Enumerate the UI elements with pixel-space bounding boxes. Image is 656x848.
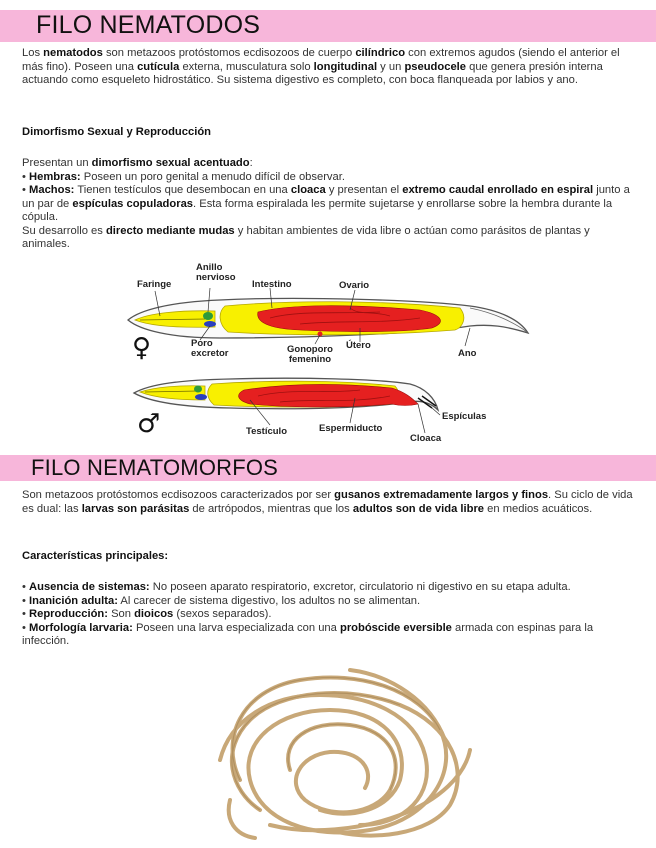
text-run: : xyxy=(249,157,253,169)
text-run: • xyxy=(22,594,30,607)
female-symbol: ♀ xyxy=(132,333,152,363)
bullet-ausencia xyxy=(22,581,637,595)
text-run: y presentan el xyxy=(325,184,403,196)
bold-term: Hembras: xyxy=(29,170,81,183)
text-run: Su desarrollo es xyxy=(22,224,106,237)
caracteristicas-subtitle: Características principales: xyxy=(22,550,169,562)
desarrollo-line xyxy=(22,225,637,252)
bold-term: pseudocele xyxy=(404,60,466,73)
caracteristicas-list xyxy=(22,581,637,649)
bold-term: cutícula xyxy=(137,60,180,73)
text-run: junto a un par de xyxy=(22,184,630,210)
label-cloaca: Cloaca xyxy=(410,433,442,444)
female-worm xyxy=(128,298,528,338)
text-run: No poseen aparato respiratorio, excretor, circulatorio ni digestivo en su etapa adulta. xyxy=(149,581,571,593)
label-testiculo: Testículo xyxy=(246,426,287,437)
text-run: Tienen testículos que desembocan en una xyxy=(74,184,291,196)
bullet-reproduccion xyxy=(22,608,637,622)
bold-term: larvas son parásitas xyxy=(81,502,190,515)
bold-term: nematodos xyxy=(43,47,103,59)
nematomorfos-title: FILO NEMATOMORFOS xyxy=(31,455,279,480)
text-run: • xyxy=(22,621,30,634)
label-faringe: Faringe xyxy=(137,279,172,290)
text-run: • xyxy=(22,170,30,183)
text-run: son metazoos protóstomos ecdisozoos de cuerpo xyxy=(102,47,356,59)
nematodos-intro-paragraph xyxy=(22,47,637,88)
bold-term: adultos son de vida libre xyxy=(352,502,485,515)
label-espermiducto: Espermiducto xyxy=(319,423,383,434)
text-run: externa, musculatura solo xyxy=(179,60,314,73)
testis-red xyxy=(239,384,418,407)
hairworm-image xyxy=(200,660,490,845)
text-run: con extremos agudos (siendo el anterior el más fino). Poseen una xyxy=(22,47,620,73)
text-run: Al carecer de sistema digestivo, los adultos no se alimentan. xyxy=(117,594,421,607)
bullet-morfologia xyxy=(22,622,637,649)
bold-term: gusanos extremadamente largos y finos xyxy=(334,489,549,501)
male-worm xyxy=(134,378,438,410)
label-intestino: Intestino xyxy=(252,279,292,290)
nematodos-intro xyxy=(22,47,637,88)
hembras-bullet xyxy=(22,171,637,185)
text-run: armada con espinas para la infección. xyxy=(22,621,594,647)
label-gonoporo-femenino: Gonoporo femenino xyxy=(287,344,333,365)
bold-term: Reproducción: xyxy=(29,608,108,620)
bold-term: cilíndrico xyxy=(355,47,406,59)
nematomorfos-title-band xyxy=(0,455,656,481)
bold-term: dioicos xyxy=(134,608,174,620)
bold-term: Machos: xyxy=(29,184,75,196)
hairworm-coils xyxy=(220,670,470,838)
bold-term: Inanición adulta: xyxy=(29,594,118,607)
bold-term: extremo caudal enrollado en espiral xyxy=(402,184,594,196)
bold-term: directo mediante mudas xyxy=(105,224,235,237)
text-run: Presentan un xyxy=(22,157,92,169)
text-run: • xyxy=(22,608,30,620)
dimorfismo-line xyxy=(22,157,637,171)
bold-term: Ausencia de sistemas: xyxy=(29,581,150,593)
male-symbol: ♂ xyxy=(137,409,161,439)
text-run: • xyxy=(22,184,30,196)
bullet-inanicion xyxy=(22,595,637,609)
text-run: de artrópodos, mientras que los xyxy=(189,502,353,515)
bold-term: Morfología larvaria: xyxy=(29,621,133,634)
label-ano: Ano xyxy=(458,348,477,359)
text-run: . Su ciclo de vida es dual: las xyxy=(22,489,633,515)
text-run: Son xyxy=(107,608,135,620)
nematomorfos-intro-paragraph xyxy=(22,489,637,516)
text-run: (sexos separados). xyxy=(173,608,272,620)
nematomorfos-intro xyxy=(22,489,637,516)
text-run: y un xyxy=(377,60,405,73)
bold-term: dimorfismo sexual acentuado xyxy=(91,157,250,169)
text-run: Poseen una larva especializada con una xyxy=(132,621,340,634)
text-run: y habitan ambientes de vida libre o actúan como parásitos de plantas y animales. xyxy=(22,224,590,250)
label-utero: Útero xyxy=(346,340,371,351)
dimorfismo-text xyxy=(22,157,637,252)
label-anillo-nervioso: Anillo nervioso xyxy=(196,262,236,283)
text-run: en medios acuáticos. xyxy=(484,502,593,515)
text-run: Poseen un poro genital a menudo difícil de observar. xyxy=(80,170,345,183)
dimorfismo-subtitle: Dimorfismo Sexual y Reproducción xyxy=(22,126,211,138)
label-poro-excretor: Poro excretor xyxy=(191,338,229,359)
text-run: que genera presión interna actuando como esqueleto hidrostático. Su sistema digestivo es completo, con boca flanqueada por labios y ano. xyxy=(22,60,603,86)
bold-term: cloaca xyxy=(290,184,326,196)
label-espiculas: Espículas xyxy=(442,411,487,422)
text-run: . Esta forma espiralada les permite sujetarse y enrollarse sobre la hembra durante la cópula. xyxy=(22,197,613,223)
text-run: Los xyxy=(22,47,44,59)
bold-term: longitudinal xyxy=(313,60,378,73)
nematodos-title-band xyxy=(0,10,656,42)
label-ovario: Ovario xyxy=(339,280,370,291)
text-run: Son metazoos protóstomos ecdisozoos caracterizados por ser xyxy=(22,489,335,501)
bold-term: espículas copuladoras xyxy=(72,197,194,210)
text-run: • xyxy=(22,581,30,593)
nematodos-title: FILO NEMATODOS xyxy=(36,11,261,39)
bold-term: probóscide eversible xyxy=(339,621,452,634)
machos-bullet xyxy=(22,184,637,225)
